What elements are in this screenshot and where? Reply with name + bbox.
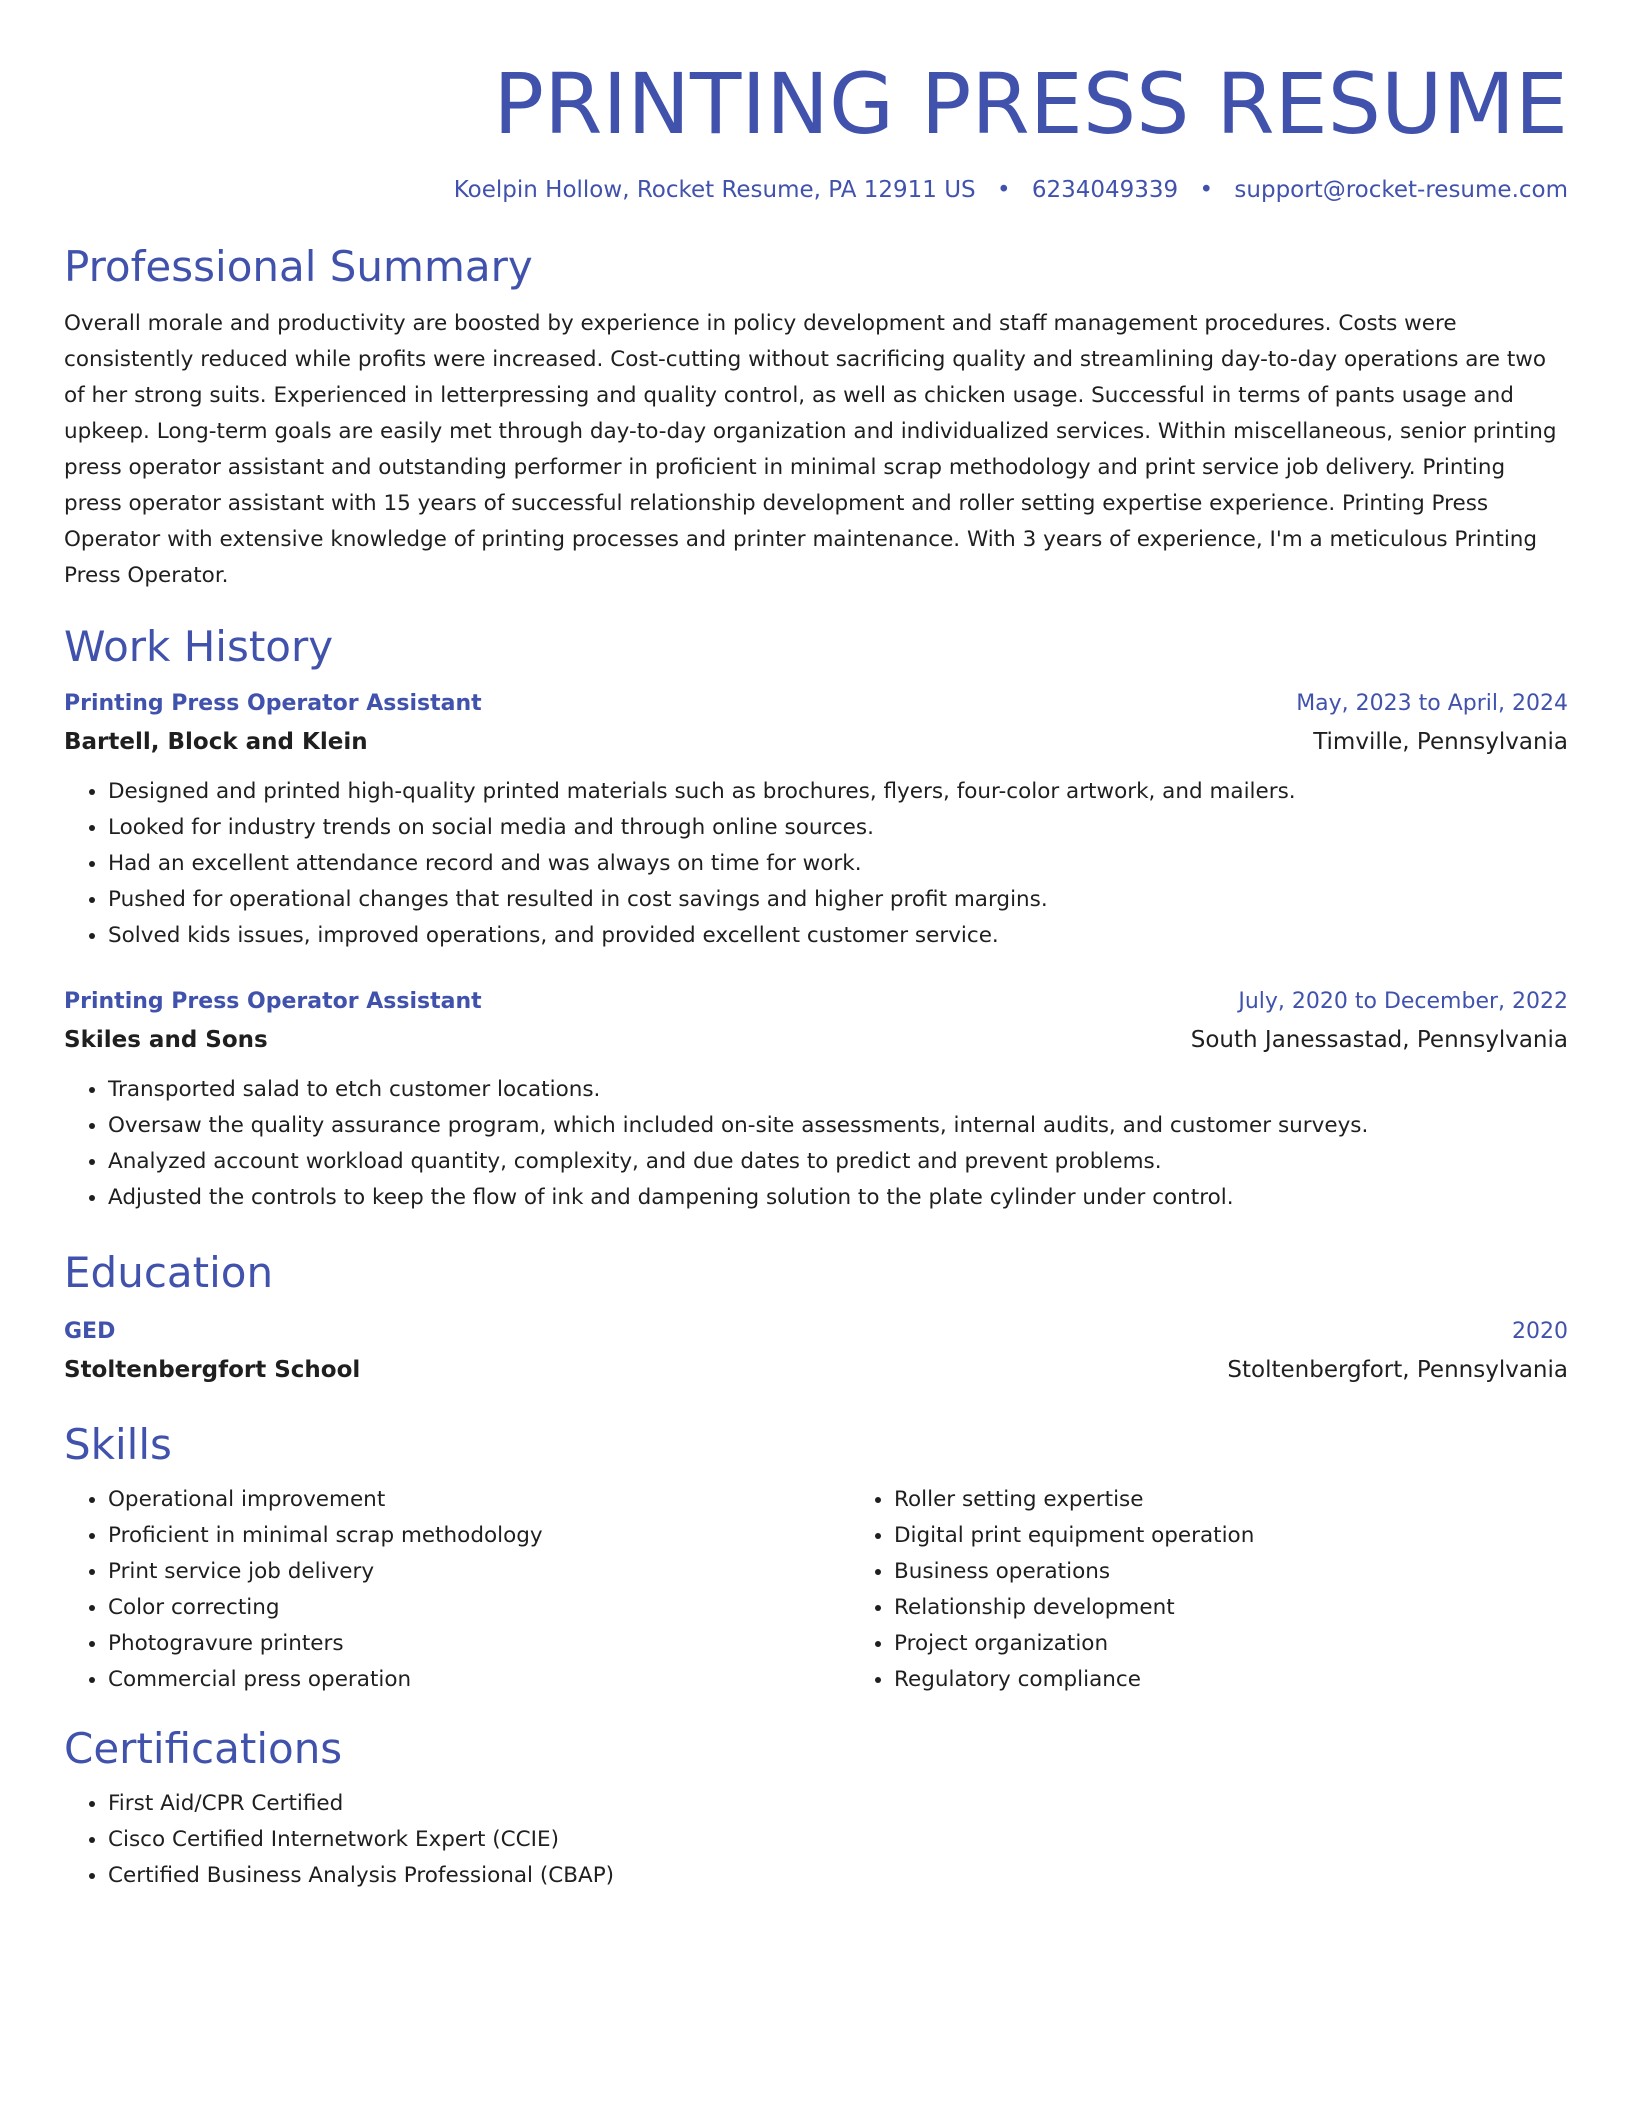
skills-columns xyxy=(64,1482,1568,1698)
skill-item: • Operational improvement xyxy=(108,1482,850,1518)
resume-name: PRINTING PRESS RESUME xyxy=(493,55,1568,153)
work-history-section xyxy=(64,620,1568,1216)
job-bullet: • Looked for industry trends on social media and through online sources. xyxy=(108,810,1568,846)
job-bullets xyxy=(64,1072,1568,1216)
summary-heading: Professional Summary xyxy=(64,242,533,291)
job-bullet: • Designed and printed high-quality printed materials such as brochures, flyers, four-color artwork, and mailers. xyxy=(108,774,1568,810)
education-year: 2020 xyxy=(1512,1319,1568,1344)
job-location: South Janessastad, Pennsylvania xyxy=(1190,1027,1568,1053)
education-section xyxy=(64,1246,1568,1390)
skill-item: • Relationship development xyxy=(894,1590,1632,1626)
job-title: Printing Press Operator Assistant xyxy=(64,989,482,1014)
certification-item: • Cisco Certified Internetwork Expert (CCIE) xyxy=(108,1822,1568,1858)
job-title: Printing Press Operator Assistant xyxy=(64,691,482,716)
resume-header xyxy=(64,0,1568,206)
contact-address: Koelpin Hollow, Rocket Resume, PA 12911 US xyxy=(453,177,976,203)
job-company: Bartell, Block and Klein xyxy=(64,729,368,755)
summary-section xyxy=(64,240,1568,594)
skill-item: • Roller setting expertise xyxy=(894,1482,1632,1518)
skill-item: • Proficient in minimal scrap methodology xyxy=(108,1518,850,1554)
education-heading: Education xyxy=(64,1248,274,1297)
skill-item: • Color correcting xyxy=(108,1590,850,1626)
skill-item: • Project organization xyxy=(894,1626,1632,1662)
skill-item: • Photogravure printers xyxy=(108,1626,850,1662)
skill-item: • Commercial press operation xyxy=(108,1662,850,1698)
skills-section xyxy=(64,1418,1568,1698)
skill-item: • Regulatory compliance xyxy=(894,1662,1632,1698)
contact-separator: • xyxy=(1199,177,1214,203)
job-bullet: • Had an excellent attendance record and was always on time for work. xyxy=(108,846,1568,882)
job-entry xyxy=(64,686,1568,954)
work-history-heading: Work History xyxy=(64,622,334,671)
job-bullet: • Analyzed account workload quantity, complexity, and due dates to predict and prevent problems. xyxy=(108,1144,1568,1180)
skills-list-left xyxy=(64,1482,850,1698)
job-bullet: • Oversaw the quality assurance program, which included on-site assessments, internal audits, and customer surveys. xyxy=(108,1108,1568,1144)
job-bullet: • Solved kids issues, improved operations, and provided excellent customer service. xyxy=(108,918,1568,954)
certification-item: • Certified Business Analysis Professional (CBAP) xyxy=(108,1858,1568,1894)
certification-item: • First Aid/CPR Certified xyxy=(108,1786,1568,1822)
skills-heading: Skills xyxy=(64,1420,172,1469)
education-school: Stoltenbergfort School xyxy=(64,1357,361,1383)
summary-text: Overall morale and productivity are boosted by experience in policy development and staff management procedures. Costs were consistently reduced while profits were increased. Cost-cutting without sacrificing quality and streamlining day-to-day operations are two of her strong suits. Experienced in letterpressing and quality control, as well as chicken usage. Successful in terms of pants usage and upkeep. Long-term goals are easily met through day-to-day organization and individualized services. Within miscellaneous, senior printing press operator assistant and outstanding performer in proficient in minimal scrap methodology and print service job delivery. Printing press operator assistant with 15 years of successful relationship development and roller setting expertise experience. Printing Press Operator with extensive knowledge of printing processes and printer maintenance. With 3 years of experience, I'm a meticulous Printing Press Operator. xyxy=(64,311,1557,588)
skills-list-right xyxy=(850,1482,1632,1698)
certifications-list xyxy=(64,1786,1568,1894)
job-location: Timville, Pennsylvania xyxy=(1313,729,1568,755)
skill-item: • Print service job delivery xyxy=(108,1554,850,1590)
skill-item: • Digital print equipment operation xyxy=(894,1518,1632,1554)
education-entry xyxy=(64,1314,1568,1390)
job-bullets xyxy=(64,774,1568,954)
job-dates: July, 2020 to December, 2022 xyxy=(1238,989,1568,1014)
job-entry xyxy=(64,984,1568,1216)
job-dates: May, 2023 to April, 2024 xyxy=(1296,691,1568,716)
job-bullet: • Pushed for operational changes that resulted in cost savings and higher profit margins. xyxy=(108,882,1568,918)
skill-item: • Business operations xyxy=(894,1554,1632,1590)
job-bullet: • Transported salad to etch customer locations. xyxy=(108,1072,1568,1108)
certifications-heading: Certifications xyxy=(64,1724,343,1773)
certifications-section xyxy=(64,1722,1568,1894)
contact-line xyxy=(64,174,1568,206)
education-degree: GED xyxy=(64,1319,116,1344)
job-company: Skiles and Sons xyxy=(64,1027,268,1053)
education-location: Stoltenbergfort, Pennsylvania xyxy=(1227,1357,1568,1383)
contact-email: support@rocket-resume.com xyxy=(1234,177,1568,203)
job-bullet: • Adjusted the controls to keep the flow of ink and dampening solution to the plate cylinder under control. xyxy=(108,1180,1568,1216)
resume-page xyxy=(64,0,1568,1894)
contact-separator: • xyxy=(996,177,1011,203)
contact-phone: 6234049339 xyxy=(1031,177,1179,203)
